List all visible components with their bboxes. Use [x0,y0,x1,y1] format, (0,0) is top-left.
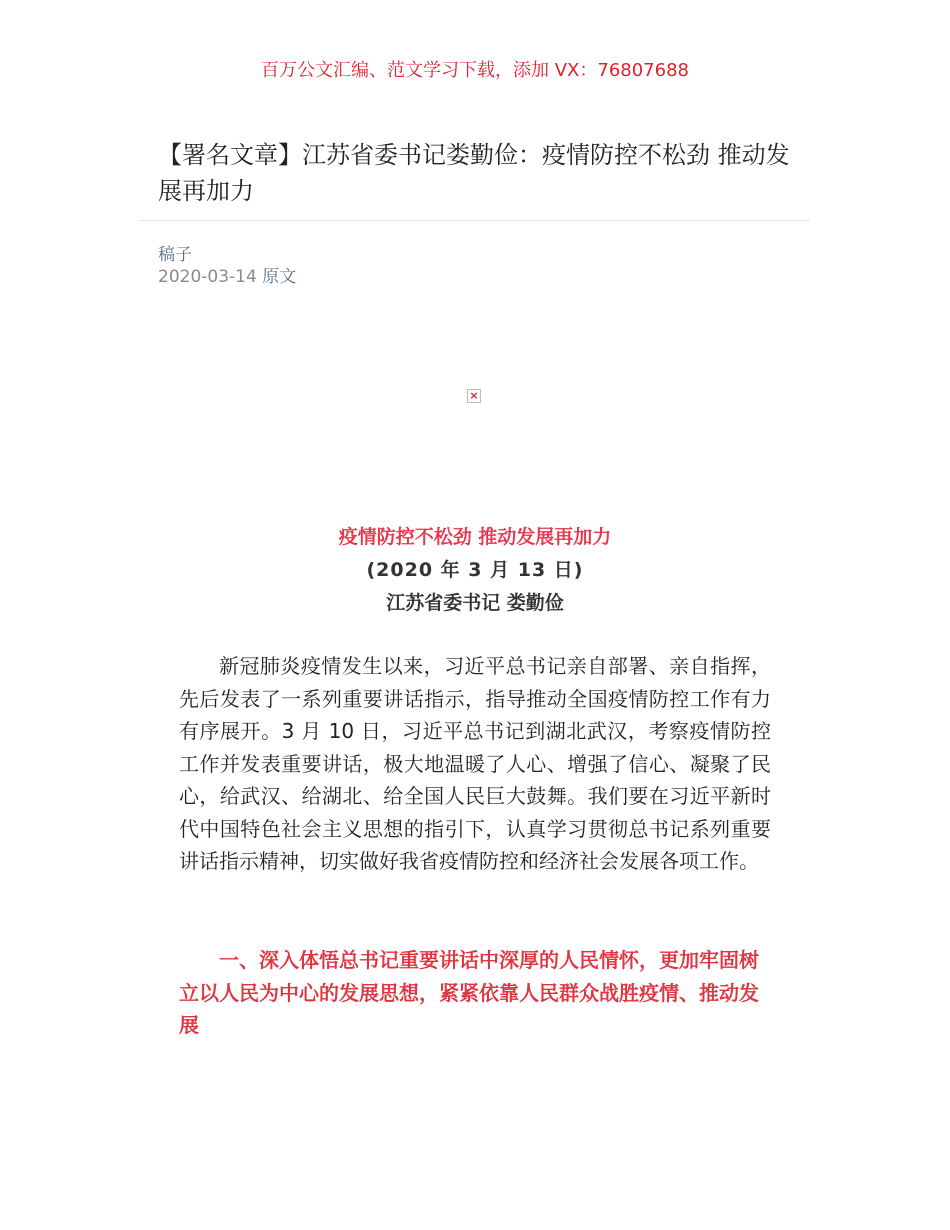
source-link[interactable]: 原文 [262,267,297,287]
article-meta [158,262,296,287]
content-author: 江苏省委书记 娄勤俭 [386,592,564,614]
article-date: 2020-03-14 [158,267,257,287]
article-title: 【署名文章】江苏省委书记娄勤俭：疫情防控不松劲 推动发展再加力 [158,141,790,205]
content-headline: 疫情防控不松劲 推动发展再加力 [338,526,612,548]
body-paragraph: 新冠肺炎疫情发生以来，习近平总书记亲自部署、亲自指挥，先后发表了一系列重要讲话指示，指导推动全国疫情防控工作有力有序展开。3 月 10 日，习近平总书记到湖北武汉，考察疫情防控工作并发表重要讲话，极大地温暖了人心、增强了信心、凝聚了民心，给武汉、给湖北、给全国人民巨大鼓舞。我们要在习近平新时代中国特色社会主义思想的指引下，认真学习贯彻总书记系列重要讲话指示精神，切实做好我省疫情防控和经济社会发展各项工作。 [179,654,771,873]
content-date: (2020 年 3 月 13 日) [366,559,584,581]
promo-banner: 百万公文汇编、范文学习下载，添加 VX：76807688 [261,60,689,81]
title-divider [140,220,810,221]
section-heading: 一、深入体悟总书记重要讲话中深厚的人民情怀，更加牢固树立以人民为中心的发展思想，紧紧依靠人民群众战胜疫情、推动发展 [179,948,759,1037]
broken-image-icon: × [467,389,481,403]
article-author[interactable]: 稿子 [158,245,192,265]
